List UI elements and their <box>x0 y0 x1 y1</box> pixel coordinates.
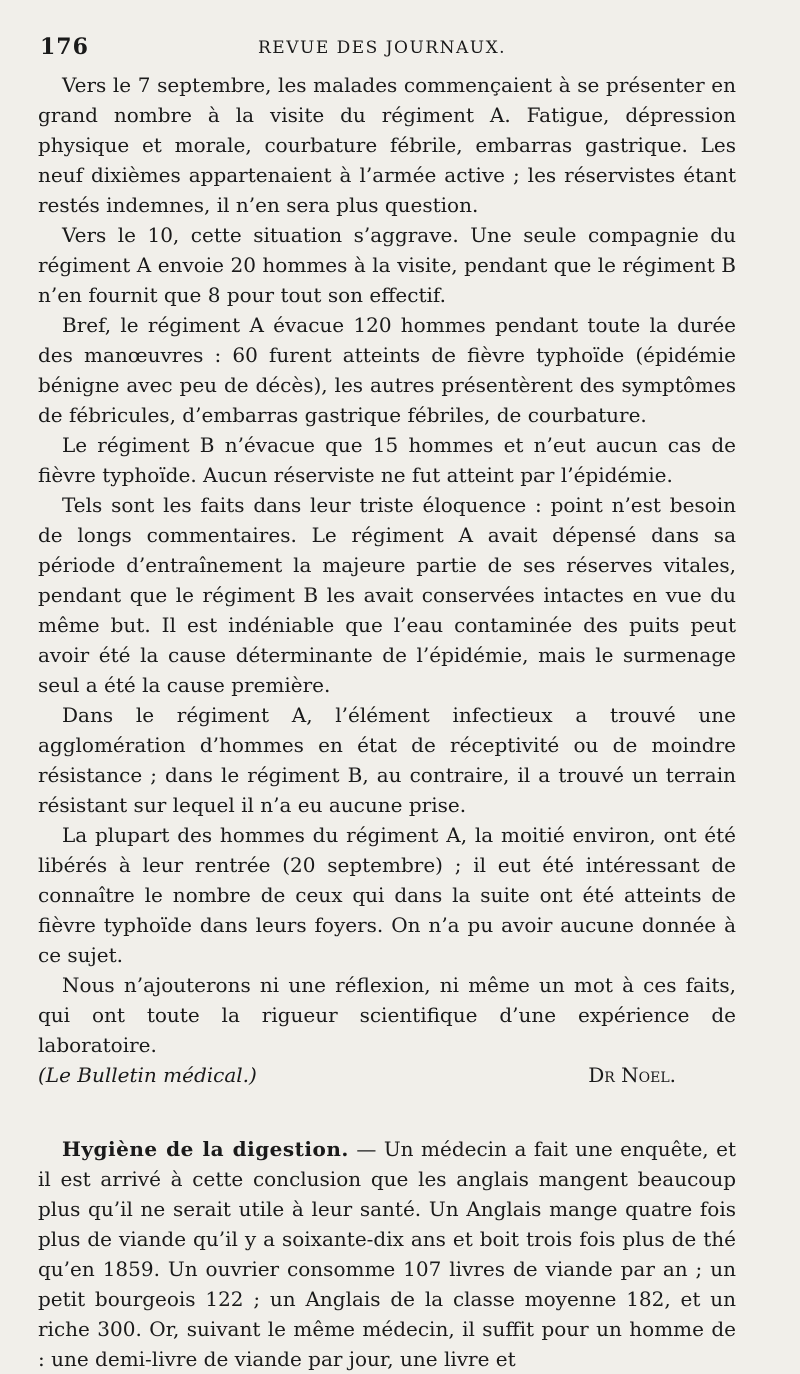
citation-source: (Le Bulletin médical.) <box>38 1063 257 1087</box>
page-header <box>38 30 736 70</box>
paragraph: Vers le 10, cette situation s’aggrave. Une seule compagnie du régiment A envoie 20 hommes à la visite, pendant que le régiment B n’en fournit que 8 pour tout son effectif. <box>38 223 736 307</box>
paragraph: Tels sont les faits dans leur triste éloquence : point n’est besoin de longs commentaires. Le régiment A avait dépensé dans sa période d’entraînement la majeure partie de ses réserves vitales, pendant que le régiment B les avait conservées intactes en vue du même but. Il est indéniable que l’eau contaminée des puits peut avoir été la cause déterminante de l’épidémie, mais le surmenage seul a été la cause première. <box>38 493 736 697</box>
section-body: — Un médecin a fait une enquête, et il est arrivé à cette conclusion que les anglais mangent beaucoup plus qu’il ne serait utile à leur santé. Un Anglais mange quatre fois plus de viande qu’il y a soixante-dix ans et boit trois fois plus de thé qu’en 1859. Un ouvrier consomme 107 livres de viande par an ; un petit bourgeois 122 ; un Anglais de la classe moyenne 182, et un riche 300. Or, suivant le même médecin, il suffit pour un homme de : une demi-livre de viande par jour, une livre et <box>38 1137 736 1371</box>
running-head: REVUE DES JOURNAUX. <box>258 38 507 58</box>
section-paragraph <box>38 1134 736 1374</box>
page-number: 176 <box>40 34 89 60</box>
paragraph: Nous n’ajouterons ni une réflexion, ni même un mot à ces faits, qui ont toute la rigueur scientifique d’une expérience de laboratoire. <box>38 973 736 1057</box>
paragraph: Bref, le régiment A évacue 120 hommes pendant toute la durée des manœuvres : 60 furent atteints de fièvre typhoïde (épidémie bénigne avec peu de décès), les autres présentèrent des symptômes de fébricules, d’embarras gastrique fébriles, de courbature. <box>38 313 736 427</box>
paragraph: Le régiment B n’évacue que 15 hommes et n’eut aucun cas de fièvre typhoïde. Aucun réserviste ne fut atteint par l’épidémie. <box>38 433 736 487</box>
paragraph: Vers le 7 septembre, les malades commençaient à se présenter en grand nombre à la visite du régiment A. Fatigue, dépression physique et morale, courbature fébrile, embarras gastrique. Les neuf dixièmes appartenaient à l’armée active ; les réservistes étant restés indemnes, il n’en sera plus question. <box>38 73 736 217</box>
paragraph: Dans le régiment A, l’élément infectieux a trouvé une agglomération d’hommes en état de réceptivité ou de moindre résistance ; dans le régiment B, au contraire, il a trouvé un terrain résistant sur lequel il n’a eu aucune prise. <box>38 703 736 817</box>
section-hygiene <box>38 1134 736 1374</box>
citation-line <box>38 1060 676 1090</box>
citation-author: Dr Noel. <box>588 1063 676 1087</box>
section-heading: Hygiène de la digestion. <box>62 1137 349 1161</box>
paragraph: La plupart des hommes du régiment A, la moitié environ, ont été libérés à leur rentrée (20 septembre) ; il eut été intéressant de connaître le nombre de ceux qui dans la suite ont été atteints de fièvre typhoïde dans leurs foyers. On n’a pu avoir aucune donnée à ce sujet. <box>38 823 736 967</box>
article-body <box>38 70 736 1060</box>
section-divider <box>38 1090 736 1134</box>
